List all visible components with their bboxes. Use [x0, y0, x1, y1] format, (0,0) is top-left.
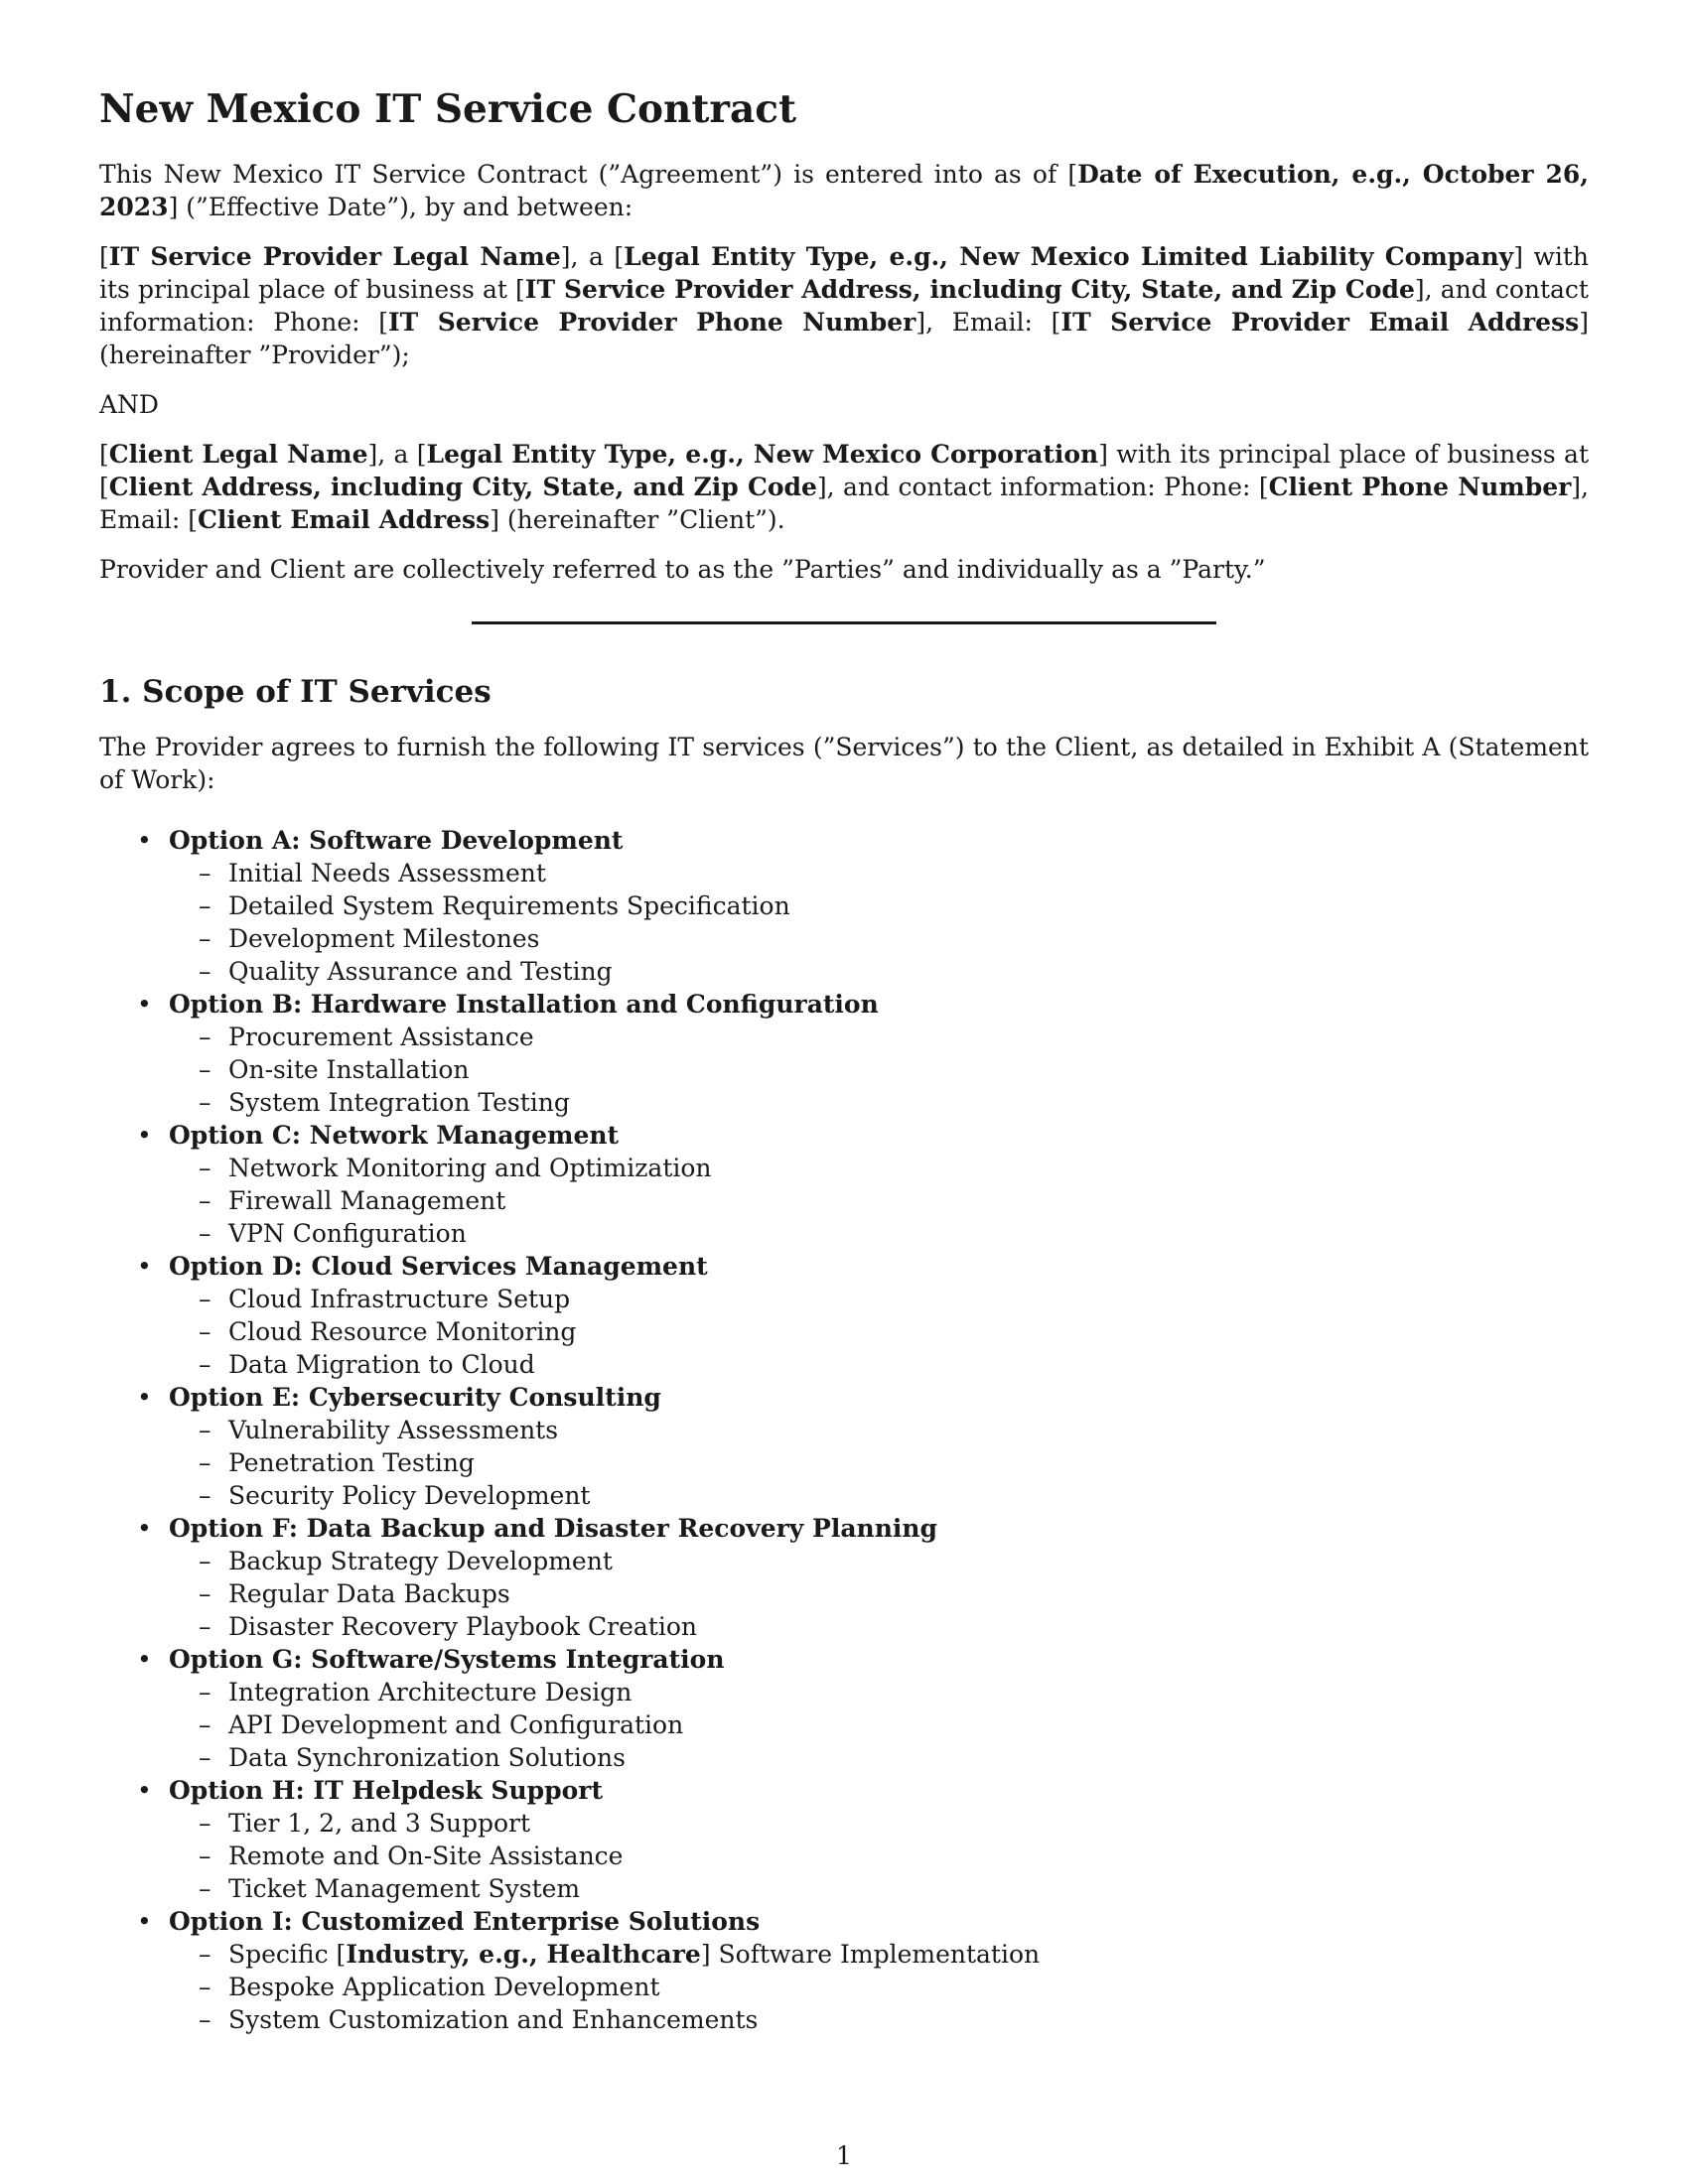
client-text-6: ] (hereinafter ”Client”).	[490, 504, 785, 534]
suboption-item	[169, 1446, 1589, 1479]
section-intro: The Provider agrees to furnish the following IT services (”Services”) to the Client, as detailed in Exhibit A (Statement of Work):	[99, 733, 1589, 795]
and-separator: AND	[99, 389, 159, 419]
suboption-item	[169, 1872, 1589, 1905]
suboption-text: Specific [	[228, 1940, 347, 1970]
dash-icon: –	[199, 859, 211, 888]
suboption-item	[169, 1315, 1589, 1348]
client-text-3: ] with its principal place of business at [	[99, 439, 1589, 501]
suboption-text: On-site Installation	[228, 1055, 470, 1085]
provider-text-6: ] (hereinafter ”Provider”);	[99, 307, 1589, 369]
option-label: Option G: Software/Systems Integration	[169, 1645, 725, 1675]
dash-icon: –	[199, 1809, 211, 1839]
option-label: Option A: Software Development	[169, 826, 624, 856]
suboption-text: Ticket Management System	[228, 1874, 581, 1904]
provider-email-placeholder: IT Service Provider Email Address	[1060, 307, 1580, 337]
provider-text-1: [	[99, 241, 109, 271]
suboption-text: Data Synchronization Solutions	[228, 1743, 626, 1773]
provider-address-placeholder: IT Service Provider Address, including City, State, and Zip Code	[524, 274, 1415, 304]
suboption-text: Remote and On-Site Assistance	[228, 1842, 624, 1871]
suboption-item	[169, 1807, 1589, 1840]
client-phone-placeholder: Client Phone Number	[1268, 472, 1572, 501]
suboption-text: Cloud Resource Monitoring	[228, 1317, 577, 1347]
suboption-item	[169, 1053, 1589, 1086]
provider-text-4: ], and contact information: Phone: [	[99, 274, 1589, 337]
suboption-text: Penetration Testing	[228, 1448, 475, 1478]
bullet-icon: •	[137, 1252, 152, 1282]
suboption-item	[169, 1184, 1589, 1217]
suboption-item	[169, 1414, 1589, 1446]
provider-text-2: ], a [	[560, 241, 625, 271]
option-item	[99, 1512, 1589, 1643]
client-text-2: ], a [	[367, 439, 427, 469]
suboption-text: Network Monitoring and Optimization	[228, 1154, 712, 1183]
suboption-text: Quality Assurance and Testing	[228, 957, 613, 987]
option-label: Option H: IT Helpdesk Support	[169, 1776, 603, 1806]
intro-text-2: ] (”Effective Date”), by and between:	[168, 192, 633, 221]
suboption-text: Cloud Infrastructure Setup	[228, 1285, 571, 1314]
options-list	[99, 824, 1589, 2036]
dash-icon: –	[199, 1874, 211, 1904]
option-label: Option F: Data Backup and Disaster Recovery Planning	[169, 1514, 938, 1544]
suboption-item	[169, 1708, 1589, 1741]
document-title: New Mexico IT Service Contract	[99, 86, 796, 132]
bullet-icon: •	[137, 1383, 152, 1413]
suboption-text: Security Policy Development	[228, 1481, 591, 1511]
bullet-icon: •	[137, 1514, 152, 1544]
dash-icon: –	[199, 1154, 211, 1183]
dash-icon: –	[199, 1481, 211, 1511]
option-item	[99, 1250, 1589, 1381]
client-text-5: ], Email: [	[99, 472, 1589, 534]
option-item	[99, 1643, 1589, 1774]
option-item	[99, 1774, 1589, 1905]
dash-icon: –	[199, 957, 211, 987]
client-name-placeholder: Client Legal Name	[108, 439, 368, 469]
provider-name-placeholder: IT Service Provider Legal Name	[108, 241, 561, 271]
suboption-text: Firewall Management	[228, 1186, 506, 1216]
suboption-item	[169, 1283, 1589, 1315]
dash-icon: –	[199, 1579, 211, 1609]
dash-icon: –	[199, 1186, 211, 1216]
suboption-list	[169, 1676, 1589, 1774]
suboption-list	[169, 1938, 1589, 2036]
suboption-item	[169, 922, 1589, 955]
option-label: Option C: Network Management	[169, 1121, 620, 1151]
option-label: Option E: Cybersecurity Consulting	[169, 1383, 661, 1413]
horizontal-divider	[472, 621, 1216, 624]
suboption-text: ] Software Implementation	[700, 1940, 1041, 1970]
suboption-item	[169, 955, 1589, 988]
suboption-text: Detailed System Requirements Specification	[228, 891, 790, 921]
bullet-icon: •	[137, 1907, 152, 1937]
suboption-text: API Development and Configuration	[228, 1710, 684, 1740]
option-item	[99, 988, 1589, 1119]
dash-icon: –	[199, 1710, 211, 1740]
dash-icon: –	[199, 1023, 211, 1052]
dash-icon: –	[199, 1448, 211, 1478]
bullet-icon: •	[137, 990, 152, 1020]
suboption-item	[169, 2003, 1589, 2036]
client-paragraph	[99, 438, 1589, 536]
suboption-item	[169, 1971, 1589, 2003]
dash-icon: –	[199, 1285, 211, 1314]
suboption-text: Disaster Recovery Playbook Creation	[228, 1612, 697, 1642]
dash-icon: –	[199, 1317, 211, 1347]
option-label: Option I: Customized Enterprise Solutions	[169, 1907, 761, 1937]
suboption-text: Development Milestones	[228, 924, 540, 954]
provider-text-5: ], Email: [	[915, 307, 1061, 337]
suboption-list	[169, 1414, 1589, 1512]
dash-icon: –	[199, 1842, 211, 1871]
suboption-item	[169, 889, 1589, 922]
provider-entity-placeholder: Legal Entity Type, e.g., New Mexico Limited Liability Company	[624, 241, 1514, 271]
suboption-item	[169, 857, 1589, 889]
date-placeholder: Date of Execution, e.g., October 26, 2023	[99, 159, 1589, 221]
option-item	[99, 824, 1589, 988]
suboption-item	[169, 1086, 1589, 1119]
suboption-text: Data Migration to Cloud	[228, 1350, 535, 1380]
dash-icon: –	[199, 1416, 211, 1445]
suboption-list	[169, 1545, 1589, 1643]
suboption-text: System Integration Testing	[228, 1088, 570, 1118]
suboption-item	[169, 1152, 1589, 1184]
dash-icon: –	[199, 1350, 211, 1380]
intro-paragraph	[99, 158, 1589, 223]
document-page	[99, 87, 1589, 2036]
suboption-item	[169, 1577, 1589, 1610]
suboption-text: System Customization and Enhancements	[228, 2005, 759, 2035]
client-email-placeholder: Client Email Address	[197, 504, 491, 534]
dash-icon: –	[199, 1973, 211, 2002]
client-entity-placeholder: Legal Entity Type, e.g., New Mexico Corporation	[426, 439, 1099, 469]
section-heading: 1. Scope of IT Services	[99, 673, 492, 710]
bullet-icon: •	[137, 826, 152, 856]
option-label: Option B: Hardware Installation and Configuration	[169, 990, 879, 1020]
suboption-text: Tier 1, 2, and 3 Support	[228, 1809, 531, 1839]
suboption-item	[169, 1938, 1589, 1971]
bullet-icon: •	[137, 1776, 152, 1806]
suboption-list	[169, 1283, 1589, 1381]
suboption-text: Backup Strategy Development	[228, 1547, 613, 1576]
suboption-item	[169, 1676, 1589, 1708]
industry-placeholder: Industry, e.g., Healthcare	[346, 1940, 701, 1970]
option-item	[99, 1381, 1589, 1512]
suboption-text: Bespoke Application Development	[228, 1973, 660, 2002]
suboption-item	[169, 1021, 1589, 1053]
suboption-item	[169, 1217, 1589, 1250]
suboption-list	[169, 1021, 1589, 1119]
suboption-item	[169, 1610, 1589, 1643]
suboption-item	[169, 1741, 1589, 1774]
suboption-text: Integration Architecture Design	[228, 1678, 633, 1707]
suboption-list	[169, 857, 1589, 988]
provider-phone-placeholder: IT Service Provider Phone Number	[387, 307, 916, 337]
option-item	[99, 1905, 1589, 2036]
suboption-item	[169, 1545, 1589, 1577]
suboption-text: VPN Configuration	[228, 1219, 467, 1249]
provider-paragraph	[99, 240, 1589, 371]
dash-icon: –	[199, 1612, 211, 1642]
bullet-icon: •	[137, 1645, 152, 1675]
dash-icon: –	[199, 2005, 211, 2035]
dash-icon: –	[199, 1940, 211, 1970]
dash-icon: –	[199, 1678, 211, 1707]
client-text-1: [	[99, 439, 109, 469]
dash-icon: –	[199, 891, 211, 921]
suboption-list	[169, 1152, 1589, 1250]
suboption-item	[169, 1840, 1589, 1872]
bullet-icon: •	[137, 1121, 152, 1151]
suboption-list	[169, 1807, 1589, 1905]
client-address-placeholder: Client Address, including City, State, and Zip Code	[108, 472, 817, 501]
dash-icon: –	[199, 1743, 211, 1773]
option-item	[99, 1119, 1589, 1250]
parties-paragraph: Provider and Client are collectively referred to as the ”Parties” and individually as a ”Party.”	[99, 554, 1266, 584]
dash-icon: –	[199, 1088, 211, 1118]
option-label: Option D: Cloud Services Management	[169, 1252, 708, 1282]
dash-icon: –	[199, 1547, 211, 1576]
intro-text-1: This New Mexico IT Service Contract (”Agreement”) is entered into as of [	[99, 159, 1078, 189]
provider-text-3: ] with its principal place of business at [	[99, 241, 1590, 304]
client-text-4: ], and contact information: Phone: [	[816, 472, 1269, 501]
suboption-text: Regular Data Backups	[228, 1579, 510, 1609]
suboption-item	[169, 1348, 1589, 1381]
suboption-item	[169, 1479, 1589, 1512]
suboption-text: Initial Needs Assessment	[228, 859, 546, 888]
suboption-text: Procurement Assistance	[228, 1023, 534, 1052]
dash-icon: –	[199, 1055, 211, 1085]
suboption-text: Vulnerability Assessments	[228, 1416, 559, 1445]
dash-icon: –	[199, 1219, 211, 1249]
dash-icon: –	[199, 924, 211, 954]
page-number: 1	[836, 2141, 852, 2170]
